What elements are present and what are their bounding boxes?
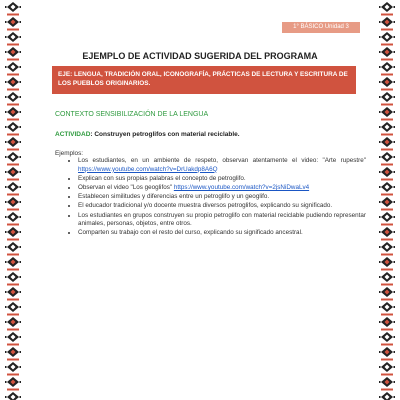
decorative-border-right	[378, 0, 396, 400]
border-motif	[5, 332, 21, 346]
border-motif	[379, 92, 395, 106]
page-title: EJEMPLO DE ACTIVIDAD SUGERIDA DEL PROGRAMA	[82, 51, 318, 61]
list-item	[78, 202, 366, 211]
border-motif	[379, 362, 395, 376]
border-motif	[5, 152, 21, 166]
examples-heading: Ejemplos:	[55, 150, 84, 157]
border-motif	[5, 182, 21, 196]
border-motif	[5, 347, 21, 361]
border-motif	[5, 302, 21, 316]
list-item-text: Comparten su trabajo con el resto del curso, explicando su significado ancestral.	[78, 229, 303, 237]
border-motif	[379, 2, 395, 16]
border-motif	[5, 287, 21, 301]
border-motif	[5, 122, 21, 136]
list-item	[78, 193, 366, 202]
border-motif	[5, 167, 21, 181]
video-link[interactable]: https://www.youtube.com/watch?v=2jsNiDwaLv4	[173, 183, 310, 191]
border-motif	[5, 377, 21, 391]
list-item-text: Los estudiantes, en un ambiente de respeto, observan atentamente el video: "Arte rupestre"	[78, 157, 366, 164]
border-motif	[5, 77, 21, 91]
list-item-text: Los estudiantes en grupos construyen su propio petroglifo con material reciclable pudiendo representar animales, personas, objetos, entre otros.	[78, 211, 366, 228]
list-item	[78, 184, 366, 193]
list-item-text: Explican con sus propias palabras el concepto de petroglifo.	[78, 174, 246, 182]
decorative-border-left	[4, 0, 22, 400]
border-motif	[379, 347, 395, 361]
border-motif	[379, 62, 395, 76]
border-motif	[5, 137, 21, 151]
activity-label: ACTIVIDAD	[55, 131, 91, 138]
border-motif	[379, 257, 395, 271]
border-motif	[379, 317, 395, 331]
border-motif	[379, 167, 395, 181]
border-motif	[379, 242, 395, 256]
border-motif	[5, 32, 21, 46]
border-motif	[379, 302, 395, 316]
border-motif	[5, 212, 21, 226]
list-item	[78, 175, 366, 184]
list-item-text: Establecen similitudes y diferencias entre un petroglifo y un geoglifo.	[78, 193, 270, 201]
border-pattern	[4, 0, 22, 400]
border-motif	[5, 362, 21, 376]
video-link[interactable]: https://www.youtube.com/watch?v=DrUakdp8A6Q	[78, 165, 218, 173]
border-motif	[379, 17, 395, 31]
border-motif	[379, 32, 395, 46]
border-motif	[379, 137, 395, 151]
grade-unit-badge: 1° BÁSICO Unidad 3	[282, 22, 360, 33]
border-motif	[5, 392, 21, 400]
border-motif	[5, 17, 21, 31]
border-motif	[379, 227, 395, 241]
border-motif	[379, 392, 395, 400]
border-pattern	[378, 0, 396, 400]
border-motif	[5, 107, 21, 121]
activity-line	[55, 131, 240, 138]
border-motif	[379, 332, 395, 346]
border-motif	[379, 212, 395, 226]
border-motif	[5, 47, 21, 61]
list-item-text: Observan el video "Los geoglifos"	[78, 183, 174, 191]
list-item	[78, 212, 366, 229]
border-motif	[5, 92, 21, 106]
border-motif	[379, 377, 395, 391]
list-item-text: El educador tradicional y/o docente muestra diversos petroglifos, explicando su significado.	[78, 202, 333, 210]
border-motif	[379, 47, 395, 61]
border-motif	[379, 122, 395, 136]
list-item	[78, 229, 366, 238]
axis-banner: EJE: LENGUA, TRADICIÓN ORAL, ICONOGRAFÍA, PRÁCTICAS DE LECTURA Y ESCRITURA DE LOS PUEBLOS ORIGINARIOS.	[52, 66, 356, 94]
border-motif	[379, 77, 395, 91]
list-item	[78, 157, 366, 174]
border-motif	[5, 257, 21, 271]
border-motif	[379, 107, 395, 121]
examples-list	[62, 157, 366, 239]
context-heading: CONTEXTO SENSIBILIZACIÓN DE LA LENGUA	[55, 111, 209, 118]
border-motif	[379, 197, 395, 211]
border-motif	[5, 242, 21, 256]
border-motif	[379, 272, 395, 286]
border-motif	[379, 287, 395, 301]
border-motif	[5, 62, 21, 76]
border-motif	[379, 182, 395, 196]
border-motif	[5, 227, 21, 241]
border-motif	[5, 2, 21, 16]
border-motif	[379, 152, 395, 166]
border-motif	[5, 317, 21, 331]
activity-text: : Construyen petroglifos con material reciclable.	[90, 131, 240, 138]
border-motif	[5, 197, 21, 211]
border-motif	[5, 272, 21, 286]
